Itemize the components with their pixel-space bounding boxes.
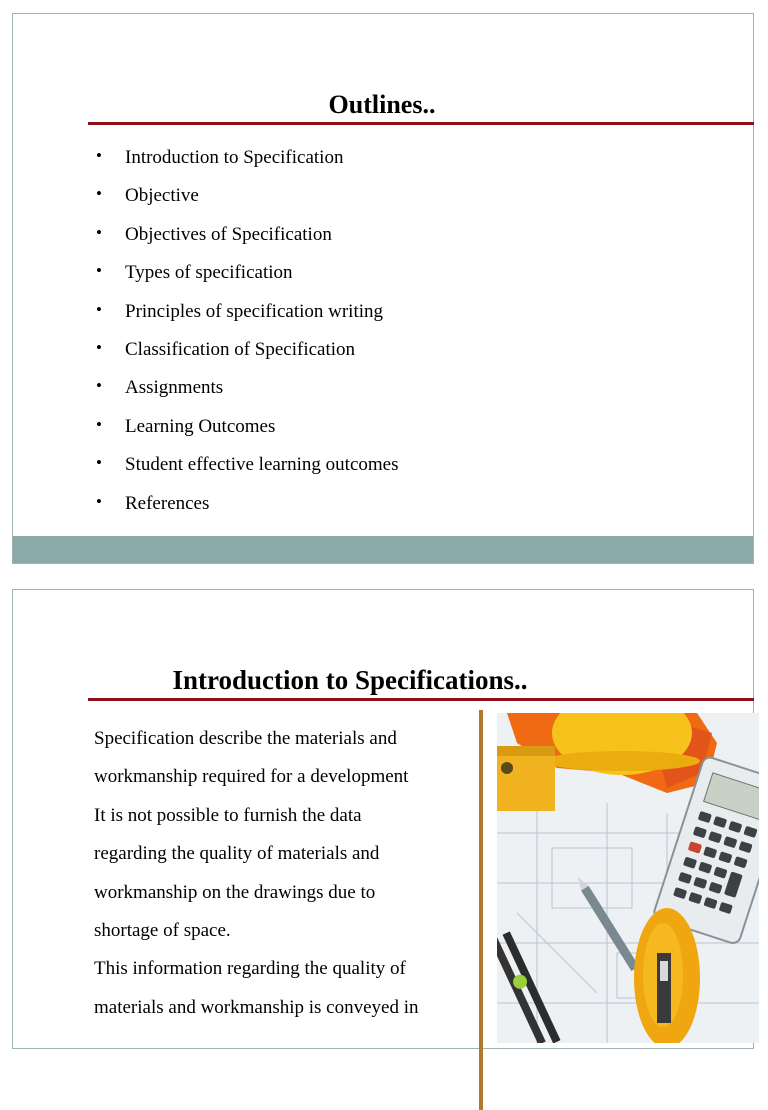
list-item: • Student effective learning outcomes (96, 450, 398, 488)
slide-introduction (12, 589, 754, 1049)
bullet-icon: • (96, 222, 102, 242)
paragraph-line: workmanship required for a development (94, 766, 409, 788)
list-item: • Objectives of Specification (96, 220, 398, 258)
bullet-icon: • (96, 184, 102, 204)
paragraph-line: regarding the quality of materials and (94, 843, 380, 865)
list-item: • References (96, 489, 398, 527)
slide-outlines (12, 13, 754, 564)
bullet-icon: • (96, 376, 102, 396)
bullet-icon: • (96, 261, 102, 281)
title-underline (88, 122, 754, 125)
paragraph-line: materials and workmanship is conveyed in (94, 996, 419, 1018)
paragraph-line: Specification describe the materials and (94, 728, 397, 749)
outline-list (96, 143, 398, 527)
list-item: • Objective (96, 181, 398, 219)
title-underline (88, 698, 754, 701)
bullet-icon: • (96, 453, 102, 473)
footer-band (13, 536, 753, 563)
bullet-icon: • (96, 337, 102, 357)
list-item: • Classification of Specification (96, 335, 398, 373)
intro-paragraph (94, 719, 464, 1026)
bullet-icon: • (96, 146, 102, 165)
list-item: • Types of specification (96, 258, 398, 296)
bullet-icon: • (96, 414, 102, 434)
divider-bar (479, 710, 483, 1110)
list-item: • Assignments (96, 373, 398, 411)
paragraph-line: workmanship on the drawings due to (94, 881, 376, 903)
list-item: • Learning Outcomes (96, 412, 398, 450)
list-item: • Introduction to Specification (96, 143, 398, 181)
slide-title: Outlines.. (328, 90, 436, 119)
construction-tools-image (497, 713, 759, 1043)
paragraph-line: It is not possible to furnish the data (94, 804, 362, 826)
bullet-icon: • (96, 491, 102, 511)
paragraph-line: This information regarding the quality of (94, 958, 406, 980)
paragraph-line: shortage of space. (94, 919, 231, 941)
bullet-icon: • (96, 299, 102, 319)
slide-title: Introduction to Specifications.. (172, 665, 528, 695)
construction-tools-illustration (497, 713, 759, 1043)
list-item: • Principles of specification writing (96, 297, 398, 335)
